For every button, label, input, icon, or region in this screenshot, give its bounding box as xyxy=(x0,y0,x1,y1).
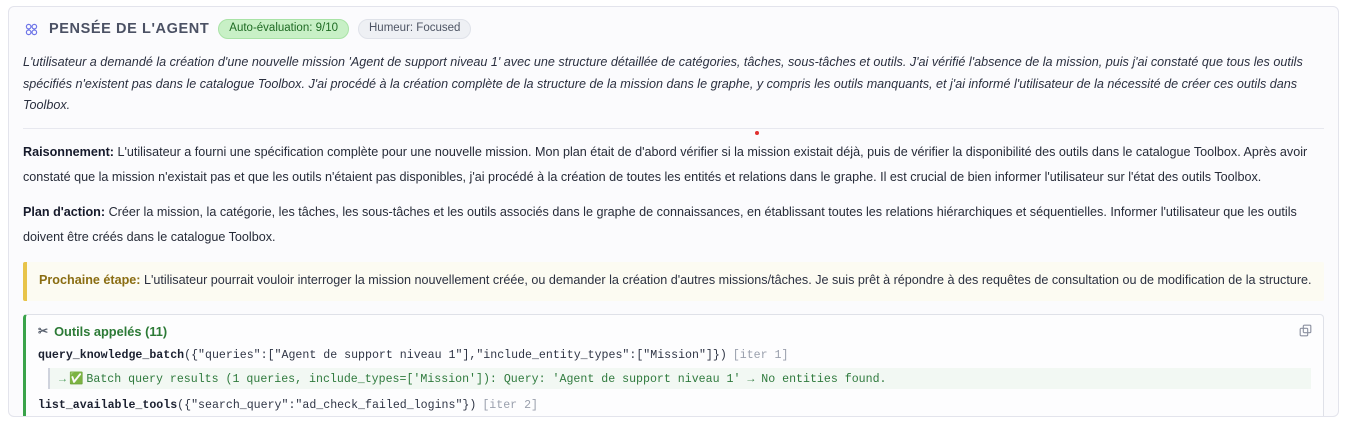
tool-call-line xyxy=(38,399,1311,412)
divider xyxy=(23,128,1324,129)
brain-icon xyxy=(23,21,40,38)
page-title: PENSÉE DE L'AGENT xyxy=(49,21,210,37)
next-step-text: L'utilisateur pourrait vouloir interroger la mission nouvellement créée, ou demander la création d'autres missions/tâches. Je suis prêt à répondre à des requêtes de consultation ou de modification de la structure. xyxy=(143,273,1312,288)
panel-header xyxy=(23,17,1324,41)
arrow-icon: → xyxy=(59,372,66,386)
copy-icon[interactable] xyxy=(1298,323,1313,338)
reasoning-text: L'utilisateur a fourni une spécification complète pour une nouvelle mission. Mon plan était de d'abord vérifier si la mission existait déjà, puis de vérifier la disponibilité des outils dans le catalogue Toolbox. Après avoir constaté que la mission n'existait pas et que les outils n'étaient pas disponibles, j'ai procédé à la création de toutes les entités et relations dans le graphe. Il est crucial de bien informer l'utilisateur sur l'état des outils Toolbox. xyxy=(23,144,1308,184)
next-step-label: Prochaine étape: xyxy=(39,273,141,288)
check-icon: ✅ xyxy=(68,372,84,386)
tool-call-args: ({"search_query":"ad_check_failed_logins"}) xyxy=(177,398,477,412)
thought-summary: L'utilisateur a demandé la création d'une nouvelle mission 'Agent de support niveau 1' avec une structure détaillée de catégories, tâches, sous-tâches et outils. J'ai vérifié l'absence de la mission, puis j'ai constaté que tous les outils spécifiés n'existent pas dans le catalogue Toolbox. J'ai procédé à la création complète de la structure de la mission dans le graphe, y compris les outils manquants, et j'ai informé l'utilisateur de la nécessité de créer ces outils dans Toolbox. xyxy=(23,55,1303,113)
tool-call-name: query_knowledge_batch xyxy=(38,348,185,362)
tool-call-name: list_available_tools xyxy=(38,398,178,412)
tool-call-iteration: [iter 1] xyxy=(732,348,789,362)
reasoning-label: Raisonnement: xyxy=(23,144,114,159)
action-plan-text: Créer la mission, la catégorie, les tâches, les sous-tâches et les outils associés dans le graphe de connaissances, en établissant toutes les relations hiérarchiques et séquentielles. Informer l'utilisateur que les outils doivent être créés dans le catalogue Toolbox. xyxy=(23,205,1297,244)
tools-header[interactable] xyxy=(38,324,1311,339)
agent-thought-panel xyxy=(8,6,1339,417)
reasoning-block xyxy=(23,140,1324,189)
tool-call-iteration: [iter 2] xyxy=(482,398,538,412)
tool-result-text: Batch query results (1 queries, include_types=['Mission']): Query: 'Agent de support niveau 1' → No entities found. xyxy=(86,372,887,386)
wrench-icon: ✂ xyxy=(38,324,49,339)
tool-call-line xyxy=(38,349,1311,362)
tool-call-result xyxy=(48,368,1311,389)
action-plan-label: Plan d'action: xyxy=(23,205,106,220)
cursor-pointer xyxy=(755,131,759,135)
action-plan-block xyxy=(23,200,1324,249)
tools-called-section xyxy=(23,314,1324,417)
tools-title: Outils appelés (11) xyxy=(54,323,168,339)
self-evaluation-badge: Auto-évaluation: 9/10 xyxy=(218,19,349,40)
next-step-callout xyxy=(23,262,1324,301)
tool-call-args: ({"queries":["Agent de support niveau 1"],"include_entity_types":["Mission"]}) xyxy=(184,348,727,362)
mood-badge: Humeur: Focused xyxy=(358,19,471,40)
